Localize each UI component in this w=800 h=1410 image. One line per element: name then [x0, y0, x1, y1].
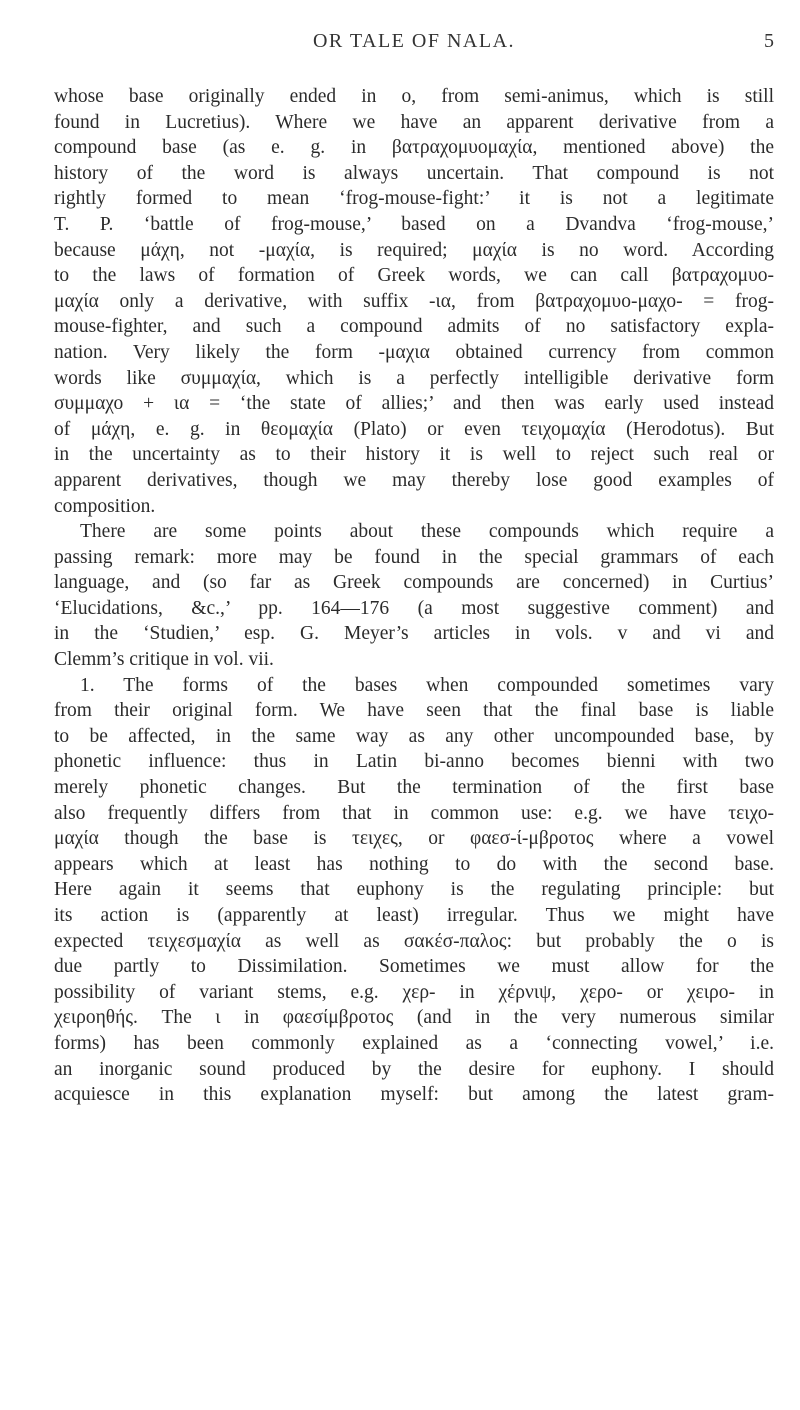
- text-line: possibility of variant stems, e.g. χερ- in χέρνιψ, χερο- or χειρο- in: [54, 981, 774, 1003]
- text-line: due partly to Dissimilation. Sometimes we must allow for the: [54, 956, 774, 978]
- running-title: OR TALE OF NALA.: [312, 30, 516, 52]
- text-line: μαχία though the base is τειχες, or φαεσ-ί-μβροτος where a vowel: [54, 828, 774, 850]
- text-line: whose base originally ended in o, from semi-animus, which is still: [54, 86, 774, 107]
- text-line: expected τειχεσμαχία as well as σακέσ-παλος: but probably the o is: [54, 930, 774, 952]
- text-line: language, and (so far as Greek compounds are concerned) in Curtius’: [54, 572, 774, 594]
- text-line: phonetic influence: thus in Latin bi-anno becomes bienni with two: [54, 751, 774, 773]
- text-line: nation. Very likely the form -μαχια obtained currency from common: [54, 341, 774, 363]
- text-line: ‘Elucidations, &c.,’ pp. 164—176 (a most suggestive comment) and: [54, 597, 774, 619]
- text-line: its action is (apparently at least) irregular. Thus we might have: [54, 905, 774, 926]
- text-line: of μάχη, e. g. in θεομαχία (Plato) or even τειχομαχία (Herodotus). But: [54, 418, 774, 440]
- text-line: merely phonetic changes. But the termination of the first base: [54, 777, 774, 799]
- text-line: from their original form. We have seen that the final base is liable: [54, 700, 774, 722]
- running-head: [54, 30, 774, 62]
- text-line: Here again it seems that euphony is the regulating principle: but: [54, 879, 774, 901]
- text-line: acquiesce in this explanation myself: but among the latest gram-: [54, 1084, 774, 1106]
- text-line: forms) has been commonly explained as a ‘connecting vowel,’ i.e.: [54, 1032, 774, 1054]
- text-line: an inorganic sound produced by the desire for euphony. I should: [54, 1058, 774, 1080]
- text-line: history of the word is always uncertain. That compound is not: [54, 162, 774, 184]
- paragraph-end-line: Clemm’s critique in vol. vii.: [54, 649, 274, 671]
- text-line: compound base (as e. g. in βατραχομυομαχία, mentioned above) the: [54, 137, 774, 159]
- body-text: [54, 84, 774, 1108]
- text-line: words like συμμαχία, which is a perfectly intelligible derivative form: [54, 367, 774, 389]
- text-line: because μάχη, not -μαχία, is required; μαχία is no word. According: [54, 239, 774, 261]
- page-number: 5: [764, 30, 774, 52]
- paragraph-start-line: 1. The forms of the bases when compounded sometimes vary: [80, 674, 774, 696]
- text-line: μαχία only a derivative, with suffix -ια, from βατραχομυο-μαχο- = frog-: [54, 290, 774, 312]
- text-line: συμμαχο + ια = ‘the state of allies;’ and then was early used instead: [54, 393, 774, 415]
- text-line: passing remark: more may be found in the special grammars of each: [54, 546, 774, 568]
- paragraph-end-line: composition.: [54, 495, 156, 517]
- paragraph-start-line: There are some points about these compounds which require a: [80, 521, 774, 543]
- text-line: in the uncertainty as to their history it is well to reject such real or: [54, 444, 774, 466]
- text-line: to the laws of formation of Greek words, we can call βατραχομυο-: [54, 265, 774, 287]
- text-line: in the ‘Studien,’ esp. G. Meyer’s articles in vols. v and vi and: [54, 623, 774, 645]
- text-line: appears which at least has nothing to do with the second base.: [54, 853, 774, 875]
- text-line: to be affected, in the same way as any other uncompounded base, by: [54, 725, 774, 747]
- text-line: apparent derivatives, though we may thereby lose good examples of: [54, 469, 774, 491]
- text-line: found in Lucretius). Where we have an apparent derivative from a: [54, 111, 774, 133]
- text-line: T. P. ‘battle of frog-mouse,’ based on a Dvandva ‘frog-mouse,’: [54, 213, 774, 235]
- text-line: rightly formed to mean ‘frog-mouse-fight:’ it is not a legitimate: [54, 188, 774, 210]
- text-line: also frequently differs from that in common use: e.g. we have τειχο-: [54, 802, 774, 824]
- text-line: mouse-fighter, and such a compound admits of no satisfactory expla-: [54, 316, 774, 338]
- text-line: χειροηθής. The ι in φαεσίμβροτος (and in the very numerous similar: [54, 1007, 774, 1029]
